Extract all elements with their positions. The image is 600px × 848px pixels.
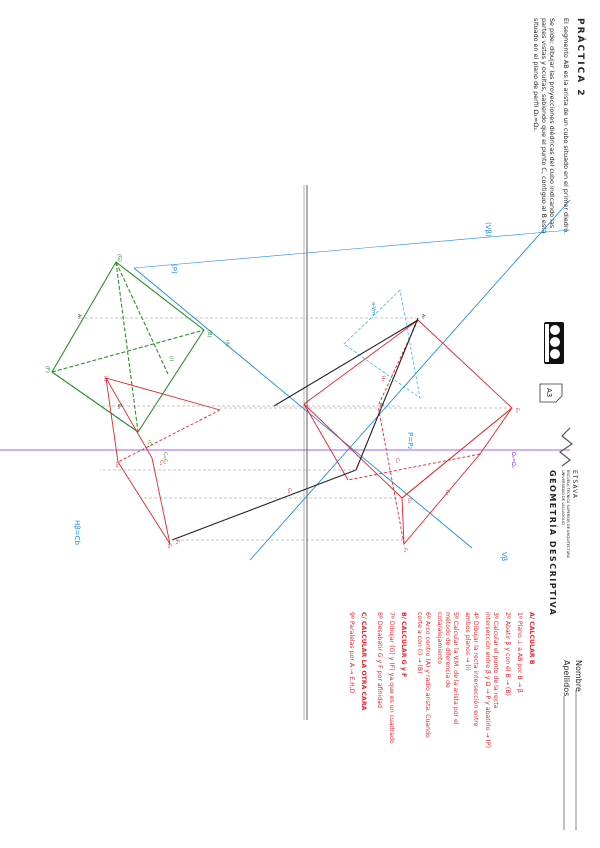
p-paren-label: (P) xyxy=(170,264,178,274)
label-c-paren: (C) xyxy=(146,440,151,447)
step-a1: 1º Plano ⊥ a AB por B → β xyxy=(516,612,523,693)
step-a6a: 6º Arco centro (A) y radio arista. Cuando xyxy=(424,612,431,738)
step-a2: 2º Abatir β y con él B → (B) xyxy=(504,612,511,696)
i-paren-label: (i) xyxy=(168,356,174,362)
label-a2: A₂ xyxy=(420,314,425,319)
label-h2: H₂ xyxy=(380,376,385,382)
label-g2: G₂ xyxy=(444,490,449,496)
surname-label: Apellidos xyxy=(562,660,571,697)
label-a1: A₁ xyxy=(76,314,81,319)
sheet-size-box xyxy=(540,384,562,402)
v-beta-abatido xyxy=(134,230,570,268)
hb-label: Hβ=Cb xyxy=(73,520,81,545)
step-a4b: ambos planos → (i) xyxy=(464,612,471,671)
section-c-heading: C/ CALCULAR LA OTRA CARA xyxy=(360,612,367,711)
step-a3a: 3º Calcular el punto de la recta xyxy=(492,612,499,709)
step-a5a: 5º Calcular la V.M. de la arista por el xyxy=(452,612,459,725)
vb-paren-label: (Vβ) xyxy=(484,222,492,237)
label-b1: B₁ xyxy=(116,404,121,409)
section-b-heading: B/ CALCULAR G y F xyxy=(400,612,407,678)
subject-title: GEOMETRÍA DESCRIPTIVA xyxy=(548,470,557,617)
label-d2: D₂ xyxy=(406,498,411,504)
step-a4a: 4º Dibujar la recta intersección entre xyxy=(472,612,479,727)
edge-ab xyxy=(172,318,418,540)
statement-line-3: partes vistas y ocultas, sabiendo que el punto C, contiguo al B está xyxy=(540,18,548,234)
p-eq-label: P=P₂ xyxy=(406,432,414,450)
statement-line-2: Se pide: dibujar las proyecciones diédricas del cubo indicando las xyxy=(548,18,556,229)
f-paren-label: (F) xyxy=(44,366,50,373)
label-f1: F₁ xyxy=(174,540,179,545)
label-g1: G₁ xyxy=(286,488,291,494)
svg-text:A3: A3 xyxy=(545,388,553,398)
school-line-2: UNIVERSIDAD DE VALLADOLID xyxy=(561,470,565,525)
label-e1: E₁ xyxy=(166,544,171,549)
cc-license-badge xyxy=(544,322,564,364)
etsava-logo xyxy=(560,428,572,466)
statement-line-1: El segmento AB es la arista de un cubo situado en el primer diedro. xyxy=(562,18,570,235)
label-b2: B₂ xyxy=(378,403,383,408)
g-paren-label: (G) xyxy=(116,254,122,262)
omega-label: Ω₁=Ω₂ xyxy=(510,452,516,468)
label-e2: E₂ xyxy=(514,408,519,413)
label-a-paren: (A) xyxy=(224,340,229,347)
label-c1: C₁ xyxy=(158,460,163,466)
step-a5b: método de diferencia de xyxy=(444,612,451,688)
step-a6b: corte a con (i) → (B) xyxy=(416,612,423,674)
reference-lines xyxy=(80,318,512,540)
step-b7: 7º Dibujar (G) y (F) ya que es un cuadrado xyxy=(388,612,395,744)
step-c9: 9º Paralelas por A → E,H,D xyxy=(348,612,355,694)
school-line-1: ESCUELA TÉCNICA SUPERIOR DE ARQUITECTURA xyxy=(566,470,570,559)
vbeta-label: Vβ xyxy=(500,552,508,562)
vm-label: a-Vm xyxy=(370,302,376,315)
label-cc: C=C₁ xyxy=(162,452,167,465)
step-a3b: intersección entre β y Ω → P y abatirlo → (P) xyxy=(484,612,491,749)
practice-title: PRÁCTICA 2 xyxy=(575,18,585,98)
statement-line-4: situado en el plano de perfil Ω₁=Ω₂. xyxy=(532,18,540,132)
abatido-square xyxy=(52,262,204,432)
label-f2: F₂ xyxy=(402,548,407,553)
section-a-heading: A/ CALCULAR B xyxy=(528,612,535,665)
steps-panel xyxy=(348,612,535,748)
label-c2: C₂ xyxy=(394,458,399,464)
b-paren-label: (B) xyxy=(206,330,212,338)
step-b8: 8º Desabatir G y F por afinidad xyxy=(376,612,383,708)
label-d1: D₁ xyxy=(114,462,119,468)
step-a5c: cota/alejamiento xyxy=(436,612,443,665)
label-h1: H₁ xyxy=(102,376,107,382)
school-abbr: ETSAVA xyxy=(571,470,578,499)
name-label: Nombre xyxy=(574,660,583,692)
